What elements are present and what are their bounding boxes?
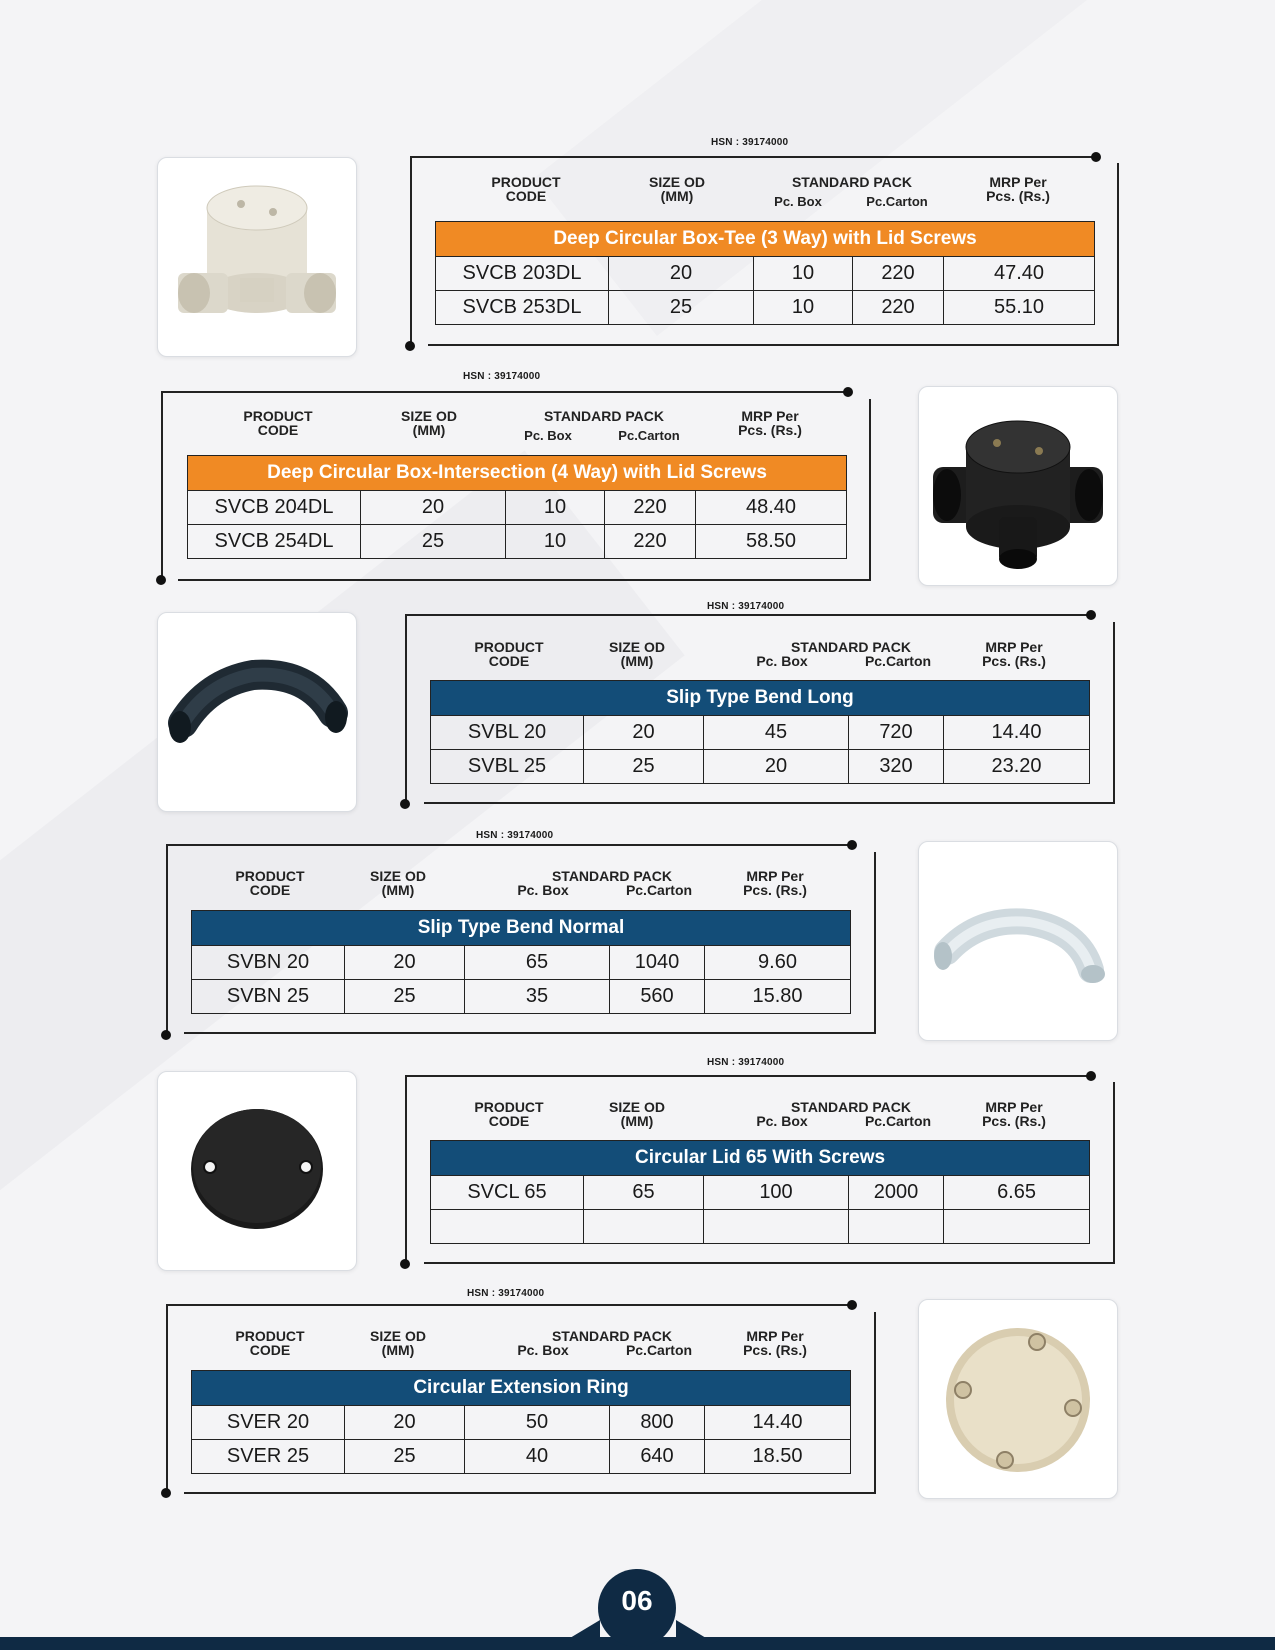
size-cell [584, 1210, 704, 1244]
pc-carton-cell: 560 [610, 980, 705, 1014]
pc-box-cell: 45 [704, 716, 849, 750]
mrp-cell: 48.40 [696, 491, 847, 525]
frame-line [410, 156, 412, 346]
table-row [192, 980, 851, 1014]
header-mrp: MRP Per Pcs. (Rs.) [986, 174, 1050, 204]
pc-carton-cell: 220 [605, 491, 696, 525]
header-pc-box: Pc. Box [517, 882, 569, 898]
pc-box-cell: 65 [465, 946, 610, 980]
header-pc-box: Pc. Box [756, 1113, 808, 1129]
pc-carton-cell [849, 1210, 944, 1244]
header-pc-carton: Pc.Carton [618, 428, 680, 443]
header-mrp: MRP Per Pcs. (Rs.) [743, 868, 807, 898]
header-mrp: MRP Per Pcs. (Rs.) [743, 1328, 807, 1358]
header-mrp: MRP Per Pcs. (Rs.) [738, 408, 802, 438]
frame-line [405, 614, 1093, 616]
price-table [435, 221, 1095, 325]
frame-line [1113, 622, 1115, 804]
frame-line [874, 852, 876, 1034]
table-row [192, 1440, 851, 1474]
header-size-od: SIZE OD (MM) [400, 408, 457, 438]
header-standard-pack: STANDARD PACK [790, 1099, 912, 1115]
pc-box-cell: 10 [754, 257, 853, 291]
frame-line [166, 844, 849, 846]
header-product-code: PRODUCT CODE [491, 174, 561, 204]
pc-carton-cell: 2000 [849, 1176, 944, 1210]
product-code-cell: SVBL 25 [431, 750, 584, 784]
header-product-code: PRODUCT CODE [243, 408, 313, 438]
header-standard-pack: STANDARD PACK [543, 408, 665, 424]
frame-line [161, 391, 163, 581]
frame-dot [847, 1300, 857, 1310]
frame-dot [161, 1488, 171, 1498]
header-product-code: PRODUCT CODE [235, 868, 305, 898]
size-cell: 25 [345, 1440, 465, 1474]
frame-line [1117, 163, 1119, 346]
table-row [436, 257, 1095, 291]
hsn-label: HSN : 39174000 [711, 137, 789, 148]
frame-line [161, 391, 844, 393]
frame-dot [1091, 152, 1101, 162]
product-code-cell: SVBL 20 [431, 716, 584, 750]
hsn-label: HSN : 39174000 [463, 371, 541, 382]
pc-carton-cell: 800 [610, 1406, 705, 1440]
table-title: Circular Lid 65 With Screws [431, 1141, 1090, 1176]
header-pc-carton: Pc.Carton [866, 194, 928, 209]
table-title: Deep Circular Box-Intersection (4 Way) with Lid Screws [188, 456, 847, 491]
header-size-od: SIZE OD (MM) [369, 868, 426, 898]
product-photo-bend-normal [918, 841, 1118, 1041]
header-mrp: MRP Per Pcs. (Rs.) [982, 1099, 1046, 1129]
header-standard-pack: STANDARD PACK [791, 174, 913, 190]
size-cell: 20 [584, 716, 704, 750]
size-cell: 20 [361, 491, 506, 525]
header-size-od: SIZE OD (MM) [648, 174, 705, 204]
table-title: Slip Type Bend Long [431, 681, 1090, 716]
table-row [188, 525, 847, 559]
table-row [192, 946, 851, 980]
header-size-od: SIZE OD (MM) [369, 1328, 426, 1358]
hsn-label: HSN : 39174000 [467, 1288, 545, 1299]
table-row [192, 1406, 851, 1440]
tee-box-icon [158, 158, 356, 356]
table-row [431, 1210, 1090, 1244]
footer-badge-wing [570, 1620, 600, 1638]
table-title: Deep Circular Box-Tee (3 Way) with Lid Screws [436, 222, 1095, 257]
frame-dot [1086, 1071, 1096, 1081]
header-size-od: SIZE OD (MM) [608, 1099, 665, 1129]
table-row [431, 1176, 1090, 1210]
size-cell: 20 [345, 946, 465, 980]
frame-dot [847, 840, 857, 850]
header-product-code: PRODUCT CODE [474, 1099, 544, 1129]
header-pc-carton: Pc.Carton [864, 1113, 932, 1129]
product-code-cell: SVER 20 [192, 1406, 345, 1440]
header-pc-carton: Pc.Carton [625, 1342, 693, 1358]
product-code-cell: SVCB 203DL [436, 257, 609, 291]
size-cell: 65 [584, 1176, 704, 1210]
product-code-cell: SVCB 254DL [188, 525, 361, 559]
header-standard-pack: STANDARD PACK [551, 868, 673, 884]
mrp-cell: 47.40 [944, 257, 1095, 291]
pc-box-cell: 20 [704, 750, 849, 784]
pc-box-cell: 10 [754, 291, 853, 325]
mrp-cell: 18.50 [705, 1440, 851, 1474]
pc-carton-cell: 640 [610, 1440, 705, 1474]
pc-box-cell [704, 1210, 849, 1244]
header-product-code: PRODUCT CODE [474, 639, 544, 669]
product-code-cell [431, 1210, 584, 1244]
product-photo-extension-ring [918, 1299, 1118, 1499]
frame-dot [400, 1259, 410, 1269]
product-code-cell: SVBN 25 [192, 980, 345, 1014]
table-row [188, 491, 847, 525]
hsn-label: HSN : 39174000 [476, 830, 554, 841]
mrp-cell: 58.50 [696, 525, 847, 559]
frame-dot [400, 799, 410, 809]
frame-dot [1086, 610, 1096, 620]
pc-carton-cell: 220 [853, 291, 944, 325]
size-cell: 20 [345, 1406, 465, 1440]
header-pc-box: Pc. Box [774, 194, 822, 209]
size-cell: 25 [609, 291, 754, 325]
header-standard-pack: STANDARD PACK [790, 639, 912, 655]
mrp-cell: 23.20 [944, 750, 1090, 784]
product-code-cell: SVBN 20 [192, 946, 345, 980]
header-pc-carton: Pc.Carton [625, 882, 693, 898]
product-code-cell: SVER 25 [192, 1440, 345, 1474]
frame-dot [156, 575, 166, 585]
bend-normal-icon [919, 842, 1117, 1040]
frame-line [166, 1304, 168, 1494]
page-number: 06 [621, 1585, 653, 1616]
frame-line [405, 614, 407, 804]
header-pc-carton: Pc.Carton [864, 653, 932, 669]
product-code-cell: SVCL 65 [431, 1176, 584, 1210]
pc-box-cell: 100 [704, 1176, 849, 1210]
size-cell: 25 [584, 750, 704, 784]
frame-line [410, 156, 1098, 158]
frame-line [424, 802, 1115, 804]
hsn-label: HSN : 39174000 [707, 601, 785, 612]
frame-line [184, 1492, 876, 1494]
frame-line [869, 399, 871, 580]
table-row [436, 291, 1095, 325]
product-photo-tee-box [157, 157, 357, 357]
product-code-cell: SVCB 204DL [188, 491, 361, 525]
mrp-cell: 14.40 [944, 716, 1090, 750]
table-row [431, 750, 1090, 784]
mrp-cell: 55.10 [944, 291, 1095, 325]
frame-line [405, 1075, 407, 1265]
frame-line [874, 1312, 876, 1494]
intersection-box-icon [919, 387, 1117, 585]
pc-box-cell: 40 [465, 1440, 610, 1474]
frame-line [405, 1075, 1093, 1077]
frame-dot [161, 1030, 171, 1040]
frame-dot [843, 387, 853, 397]
pc-carton-cell: 720 [849, 716, 944, 750]
product-photo-circular-lid [157, 1071, 357, 1271]
circular-lid-icon [158, 1072, 356, 1270]
mrp-cell: 9.60 [705, 946, 851, 980]
pc-box-cell: 50 [465, 1406, 610, 1440]
header-product-code: PRODUCT CODE [235, 1328, 305, 1358]
hsn-label: HSN : 39174000 [707, 1057, 785, 1068]
header-size-od: SIZE OD (MM) [608, 639, 665, 669]
extension-ring-icon [919, 1300, 1117, 1498]
header-pc-box: Pc. Box [517, 1342, 569, 1358]
frame-line [166, 844, 168, 1034]
table-title: Slip Type Bend Normal [192, 911, 851, 946]
pc-box-cell: 35 [465, 980, 610, 1014]
pc-carton-cell: 220 [605, 525, 696, 559]
frame-line [1113, 1082, 1115, 1264]
pc-box-cell: 10 [506, 525, 605, 559]
size-cell: 25 [345, 980, 465, 1014]
product-photo-bend-long [157, 612, 357, 812]
size-cell: 25 [361, 525, 506, 559]
header-standard-pack: STANDARD PACK [551, 1328, 673, 1344]
frame-dot [405, 341, 415, 351]
price-table [191, 1370, 851, 1474]
frame-line [184, 1032, 876, 1034]
mrp-cell [944, 1210, 1090, 1244]
frame-line [424, 1262, 1115, 1264]
price-table [430, 1140, 1090, 1244]
table-row [431, 716, 1090, 750]
header-pc-box: Pc. Box [756, 653, 808, 669]
price-table [187, 455, 847, 559]
table-title: Circular Extension Ring [192, 1371, 851, 1406]
frame-line [166, 1304, 849, 1306]
mrp-cell: 6.65 [944, 1176, 1090, 1210]
pc-carton-cell: 320 [849, 750, 944, 784]
pc-carton-cell: 1040 [610, 946, 705, 980]
pc-carton-cell: 220 [853, 257, 944, 291]
footer-badge-wing [676, 1620, 706, 1638]
frame-line [428, 344, 1119, 346]
header-pc-box: Pc. Box [524, 428, 572, 443]
header-mrp: MRP Per Pcs. (Rs.) [982, 639, 1046, 669]
price-table [430, 680, 1090, 784]
size-cell: 20 [609, 257, 754, 291]
price-table [191, 910, 851, 1014]
pc-box-cell: 10 [506, 491, 605, 525]
product-photo-intersection-box [918, 386, 1118, 586]
product-code-cell: SVCB 253DL [436, 291, 609, 325]
frame-line [178, 579, 871, 581]
mrp-cell: 14.40 [705, 1406, 851, 1440]
mrp-cell: 15.80 [705, 980, 851, 1014]
bend-long-icon [158, 613, 356, 811]
